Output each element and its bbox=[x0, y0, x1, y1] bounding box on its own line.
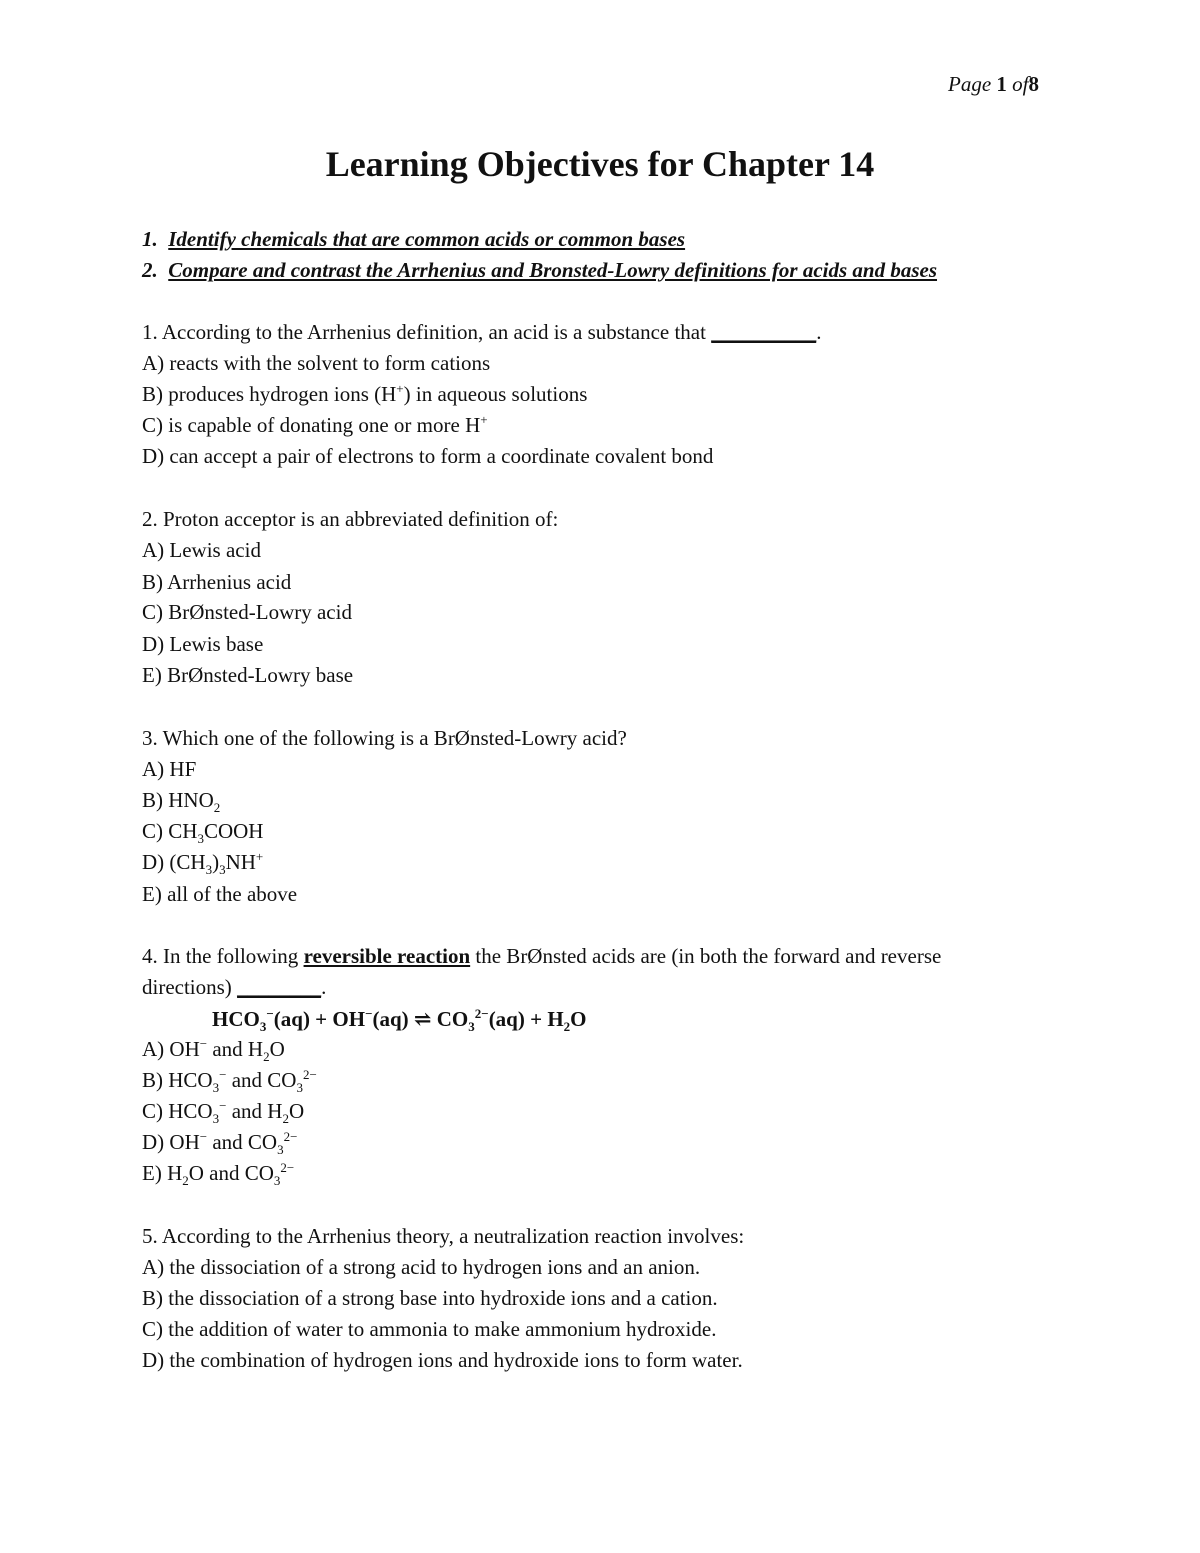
q1-option-d: D) can accept a pair of electrons to form a coordinate covalent bond bbox=[142, 444, 714, 468]
q3-stem: 3. Which one of the following is a BrØnsted-Lowry acid? bbox=[142, 726, 627, 750]
q1-option-c: C) is capable of donating one or more H+ bbox=[142, 412, 488, 437]
q4-equation: $HCO_3^-(aq) + OH^-(aq)$ ⇌ $CO_3^{2-}(aq) + H_2O$ bbox=[212, 1006, 587, 1035]
q2-option-b: B) Arrhenius acid bbox=[142, 570, 292, 594]
q2-option-c: C) BrØnsted-Lowry acid bbox=[142, 600, 352, 624]
q2-stem: 2. Proton acceptor is an abbreviated definition of: bbox=[142, 507, 559, 531]
q5-option-a: A) the dissociation of a strong acid to hydrogen ions and an anion. bbox=[142, 1255, 701, 1279]
q3-option-c: C) $CH_3COOH$ bbox=[142, 819, 264, 847]
q3-option-d: D) $(CH_3)_3NH^+$ bbox=[142, 849, 264, 878]
q5-stem: 5. According to the Arrhenius theory, a neutralization reaction involves: bbox=[142, 1224, 745, 1248]
q4-option-b: B) $HCO_3^-$ and $CO_3^{2-}$ bbox=[142, 1067, 317, 1096]
q1-option-a: A) reacts with the solvent to form cations bbox=[142, 351, 491, 375]
q4-stem-line2: directions) ________. bbox=[142, 975, 327, 999]
q3-option-b: B) $HNO_2$ bbox=[142, 788, 221, 816]
q5-option-b: B) the dissociation of a strong base into hydroxide ions and a cation. bbox=[142, 1286, 718, 1310]
q2-option-e: E) BrØnsted-Lowry base bbox=[142, 663, 354, 687]
q1-stem: 1. According to the Arrhenius definition, an acid is a substance that __________. bbox=[142, 320, 822, 344]
page-number: Page 1 of8 bbox=[948, 72, 1039, 96]
q1-option-b: B) produces hydrogen ions (H+) in aqueous solutions bbox=[142, 381, 588, 406]
q5-option-d: D) the combination of hydrogen ions and hydroxide ions to form water. bbox=[142, 1348, 743, 1372]
q4-option-c: C) $HCO_3^-$ and $H_2O$ bbox=[142, 1098, 305, 1127]
q3-option-e: E) all of the above bbox=[142, 882, 298, 906]
q4-option-d: D) OH− and $CO_3^{2-}$ bbox=[142, 1129, 298, 1158]
q4-option-e: E) $H_2O$ and $CO_3^{2-}$ bbox=[142, 1160, 295, 1189]
q4-stem-line1: 4. In the following reversible reaction the BrØnsted acids are (in both the forward and reverse bbox=[142, 944, 942, 968]
objective-1: 1. Identify chemicals that are common acids or common bases bbox=[142, 227, 686, 251]
q2-option-d: D) Lewis base bbox=[142, 632, 264, 656]
q2-option-a: A) Lewis acid bbox=[142, 538, 261, 562]
objective-2: 2. Compare and contrast the Arrhenius and Bronsted-Lowry definitions for acids and bases bbox=[142, 258, 938, 282]
q5-option-c: C) the addition of water to ammonia to make ammonium hydroxide. bbox=[142, 1317, 717, 1341]
q3-option-a: A) HF bbox=[142, 757, 197, 781]
q4-option-a: A) OH− and $H_2O$ bbox=[142, 1036, 285, 1065]
page-title: Learning Objectives for Chapter 14 bbox=[325, 144, 875, 184]
